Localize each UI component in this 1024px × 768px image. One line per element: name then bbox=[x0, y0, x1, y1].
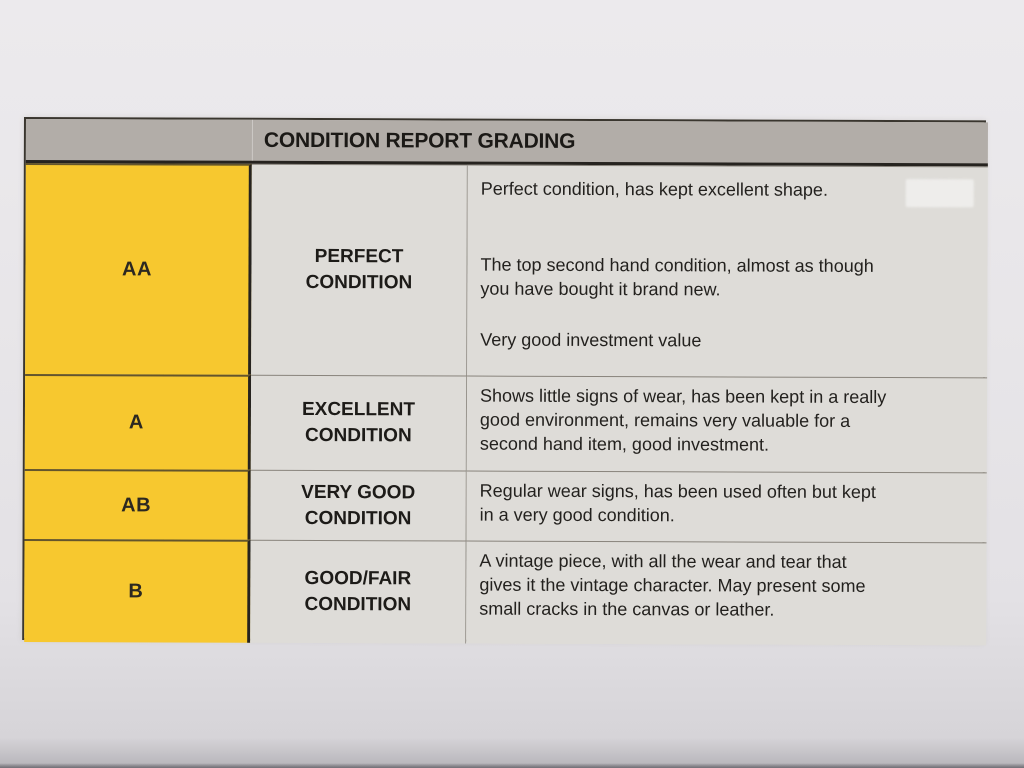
whiteout-patch bbox=[906, 179, 974, 207]
label-line: CONDITION bbox=[304, 593, 412, 616]
header-column-divider bbox=[252, 120, 253, 161]
description-paragraph: Very good investment value bbox=[480, 329, 702, 351]
label-line: CONDITION bbox=[305, 424, 412, 447]
label-line: GOOD/FAIR bbox=[304, 568, 412, 590]
table-title: CONDITION REPORT GRADING bbox=[263, 128, 576, 153]
label-cell-excellent-condition bbox=[251, 375, 467, 471]
grade-cell-a: A bbox=[25, 374, 251, 470]
label-line: VERY GOOD bbox=[301, 481, 416, 504]
label-cell-good-fair-condition bbox=[250, 540, 466, 644]
label-line: PERFECT bbox=[314, 246, 404, 268]
description-paragraph: The top second hand condition, almost as though you have bought it brand new. bbox=[480, 254, 874, 300]
grade-cell-b: B bbox=[24, 539, 250, 643]
description-cell-b bbox=[466, 541, 986, 646]
description-cell-ab bbox=[467, 471, 987, 543]
condition-grading-table bbox=[22, 117, 986, 643]
label-cell-perfect-condition bbox=[251, 164, 468, 376]
description-paragraph: Perfect condition, has kept excellent shape. bbox=[480, 178, 829, 200]
grade-cell-ab: AB bbox=[25, 469, 251, 540]
description-cell-a bbox=[467, 376, 987, 473]
table-header bbox=[26, 119, 988, 166]
label-line: CONDITION bbox=[304, 507, 412, 529]
paper-bottom-edge-shadow bbox=[0, 763, 1024, 768]
description-paragraph: Regular wear signs, has been used often but kept in a very good condition. bbox=[479, 480, 876, 526]
grade-cell-aa: AA bbox=[25, 163, 252, 375]
label-line: EXCELLENT bbox=[301, 399, 415, 421]
label-cell-very-good-condition bbox=[251, 470, 467, 541]
label-line: CONDITION bbox=[305, 271, 413, 294]
description-paragraph: A vintage piece, with all the wear and tear that gives it the vintage character. May present some small cracks in the canvas or leather. bbox=[479, 550, 866, 620]
description-cell-aa bbox=[467, 165, 988, 378]
description-paragraph: Shows little signs of wear, has been kept in a really good environment, remains very valuable for a second hand item, good investment. bbox=[479, 385, 887, 455]
